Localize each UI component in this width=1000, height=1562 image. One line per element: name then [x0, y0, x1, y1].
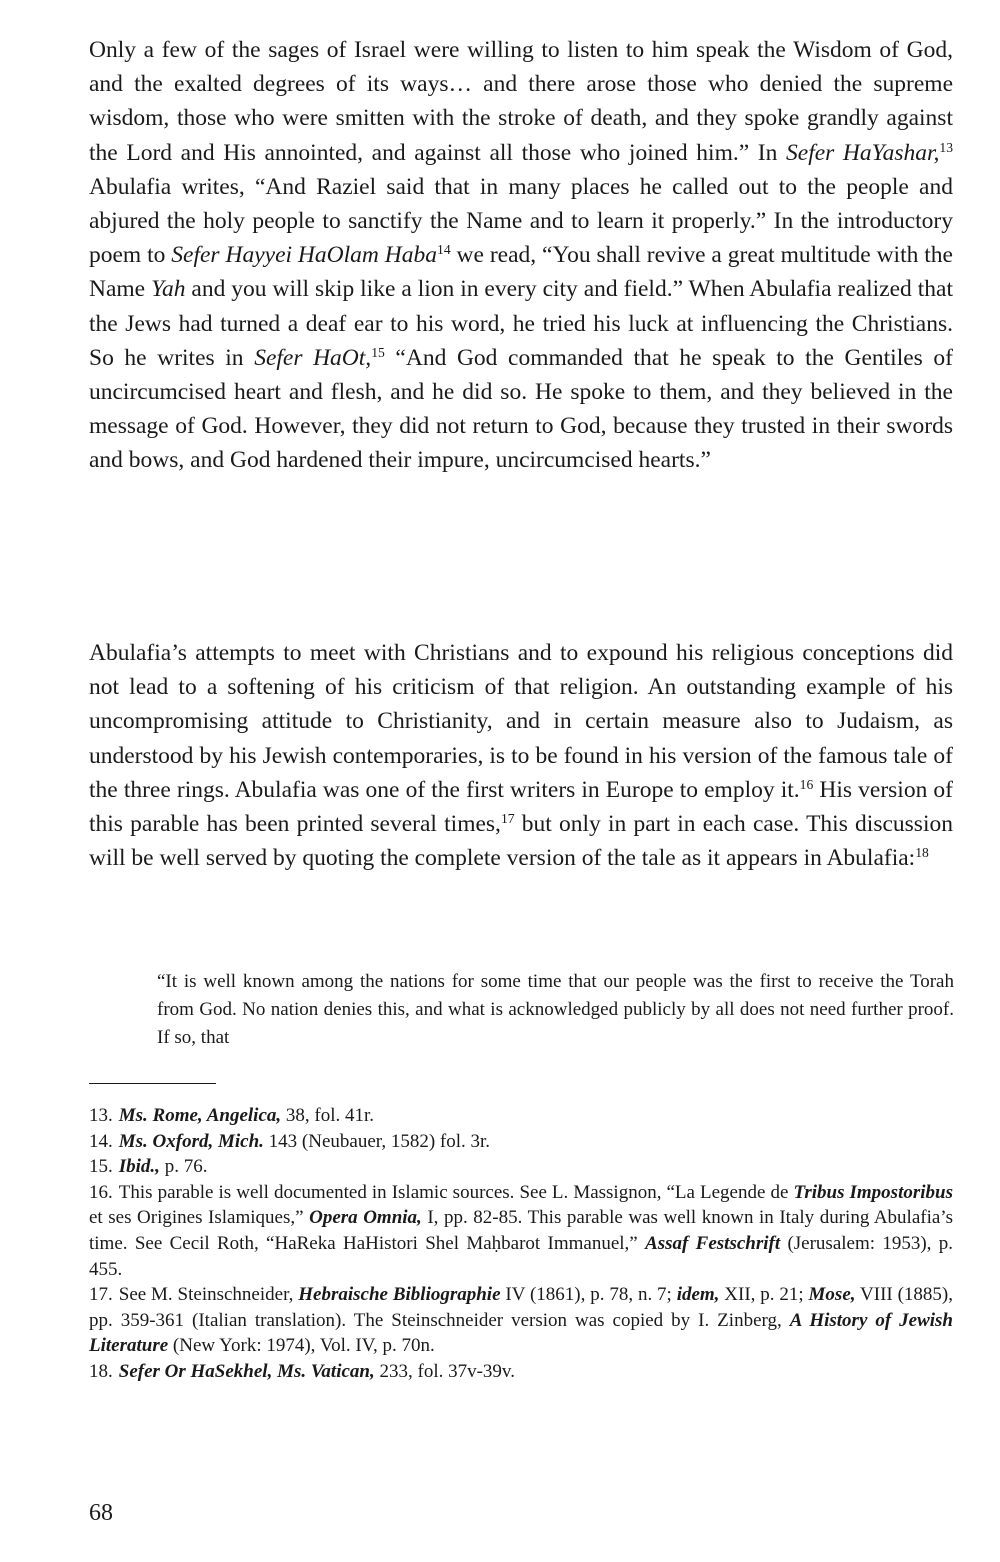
footnote-title: Tribus Impostoribus — [793, 1181, 953, 1203]
footnote-title: Assaf Festschrift — [645, 1232, 781, 1254]
footnote-source: Ms. Oxford, Mich. — [118, 1130, 264, 1152]
footnote-text: 233, fol. 37v-39v. — [374, 1360, 515, 1382]
footnote-number: 17. — [89, 1284, 113, 1306]
footnote-title: Hebraische Bibliographie — [298, 1284, 501, 1306]
footnote-ref[interactable]: 14 — [437, 242, 451, 258]
footnote-text: See M. Steinschneider, — [118, 1284, 299, 1306]
footnote-15 — [89, 1154, 953, 1180]
text-run: “And God commanded that he speak to the Gentiles of uncircumcised heart and flesh, and he did so. He spoke to them, and they believed in the message of God. However, they did not return to God, because they trusted in their swords and bows, and God hardened their impure, uncircumcised hearts.” — [89, 344, 953, 474]
footnote-text: p. 76. — [159, 1156, 208, 1178]
footnote-16 — [89, 1180, 953, 1282]
footnote-number: 13. — [89, 1105, 113, 1126]
text-run: Abulafia’s attempts to meet with Christians and to expound his religious conceptions did not lead to a softening of his criticism of that religion. An outstanding example of his uncompromising attitude to Christianity, and in certain measure also to Judaism, as understood by his Jewish contemporaries, is to be found in his version of the famous tale of the three rings. Abulafia was one of the first writers in Europe to employ it. — [89, 640, 953, 803]
footnote-text: VIII (1885), pp. 359-361 (Italian translation). The Steinschneider version was copied by I. Zinberg, — [89, 1284, 953, 1331]
footnote-18 — [89, 1359, 953, 1385]
footnote-text: IV (1861), p. 78, n. 7; — [500, 1284, 677, 1306]
text-run: but only in part in each case. This discussion will be well served by quoting the complete version of the tale as it appears in Abulafia: — [89, 811, 953, 872]
text-run: and you will skip like a lion in every city and field.” When Abulafia realized that the Jews had turned a deaf ear to his word, he tried his luck at influencing the Christians. So he writes in — [89, 276, 953, 371]
footnote-title: idem, — [676, 1284, 720, 1306]
footnote-source: Ibid., — [118, 1156, 160, 1178]
footnote-text: I, pp. 82-85. This parable was well known in Italy during Abulafia’s time. See Cecil Roth, “HaReka HaHistori Shel Maḥbarot Immanuel,” — [89, 1207, 953, 1254]
footnote-ref[interactable]: 15 — [371, 344, 385, 360]
footnote-14 — [89, 1129, 953, 1155]
footnote-title: Opera Omnia, — [309, 1207, 422, 1229]
footnote-17 — [89, 1282, 953, 1359]
footnote-number: 18. — [89, 1360, 113, 1382]
footnote-text: (Jerusalem: 1953), p. 455. — [89, 1232, 953, 1280]
footnote-text: XII, p. 21; — [719, 1284, 809, 1306]
italic-title: Sefer Hayyei HaOlam Haba — [171, 242, 437, 269]
footnote-number: 15. — [89, 1156, 113, 1178]
footnote-text: 38, fol. 41r. — [281, 1105, 375, 1126]
italic-title: Sefer HaOt, — [254, 344, 372, 371]
footnotes-list — [89, 1103, 953, 1385]
footnote-text: This parable is well documented in Islamic sources. See L. Massignon, “La Legende de — [118, 1181, 794, 1203]
footnote-source: Ms. Rome, Angelica, — [118, 1105, 282, 1126]
footnote-13 — [89, 1103, 953, 1129]
footnote-title: Mose, — [808, 1284, 856, 1306]
footnote-divider — [89, 1083, 216, 1084]
text-run: Abulafia writes, “And Raziel said that in many places he called out to the people and abjured the holy people to sanctify the Name and to learn it properly.” In the introductory poem to — [89, 173, 953, 269]
footnote-text: 143 (Neubauer, 1582) fol. 3r. — [263, 1130, 491, 1152]
footnote-number: 16. — [89, 1181, 113, 1203]
footnote-ref[interactable]: 17 — [500, 810, 515, 826]
footnote-ref[interactable]: 18 — [915, 845, 929, 861]
block-quote: “It is well known among the nations for some time that our people was the first to receive the Torah from God. No nation denies this, and what is acknowledged publicly by all does not need further proof. If so, that — [157, 971, 954, 1048]
footnote-text: et ses Origines Islamiques,” — [89, 1207, 310, 1229]
body-paragraph-1 — [89, 33, 953, 478]
body-paragraph-2 — [89, 636, 953, 875]
footnote-ref[interactable]: 16 — [799, 776, 814, 792]
footnote-text: (New York: 1974), Vol. IV, p. 70n. — [168, 1335, 435, 1357]
footnote-source: Sefer Or HaSekhel, Ms. Vatican, — [118, 1360, 375, 1382]
footnote-title: A History of Jewish Literature — [89, 1309, 953, 1357]
footnote-ref[interactable]: 13 — [939, 139, 954, 155]
text-run: we read, “You shall revive a great multitude with the Name — [89, 242, 953, 303]
text-run: Only a few of the sages of Israel were willing to listen to him speak the Wisdom of God, and the exalted degrees of its ways… and there arose those who denied the supreme wisdom, those who were smitten with the stroke of death, and they spoke grandly against the Lord and His annointed, and against all those who joined him.” In — [89, 37, 953, 166]
italic-title: Sefer HaYashar, — [786, 139, 940, 166]
italic-term: Yah — [151, 276, 186, 303]
page-number: 68 — [89, 1500, 113, 1526]
text-run: His version of this parable has been printed several times, — [89, 776, 953, 838]
footnote-number: 14. — [89, 1130, 113, 1152]
